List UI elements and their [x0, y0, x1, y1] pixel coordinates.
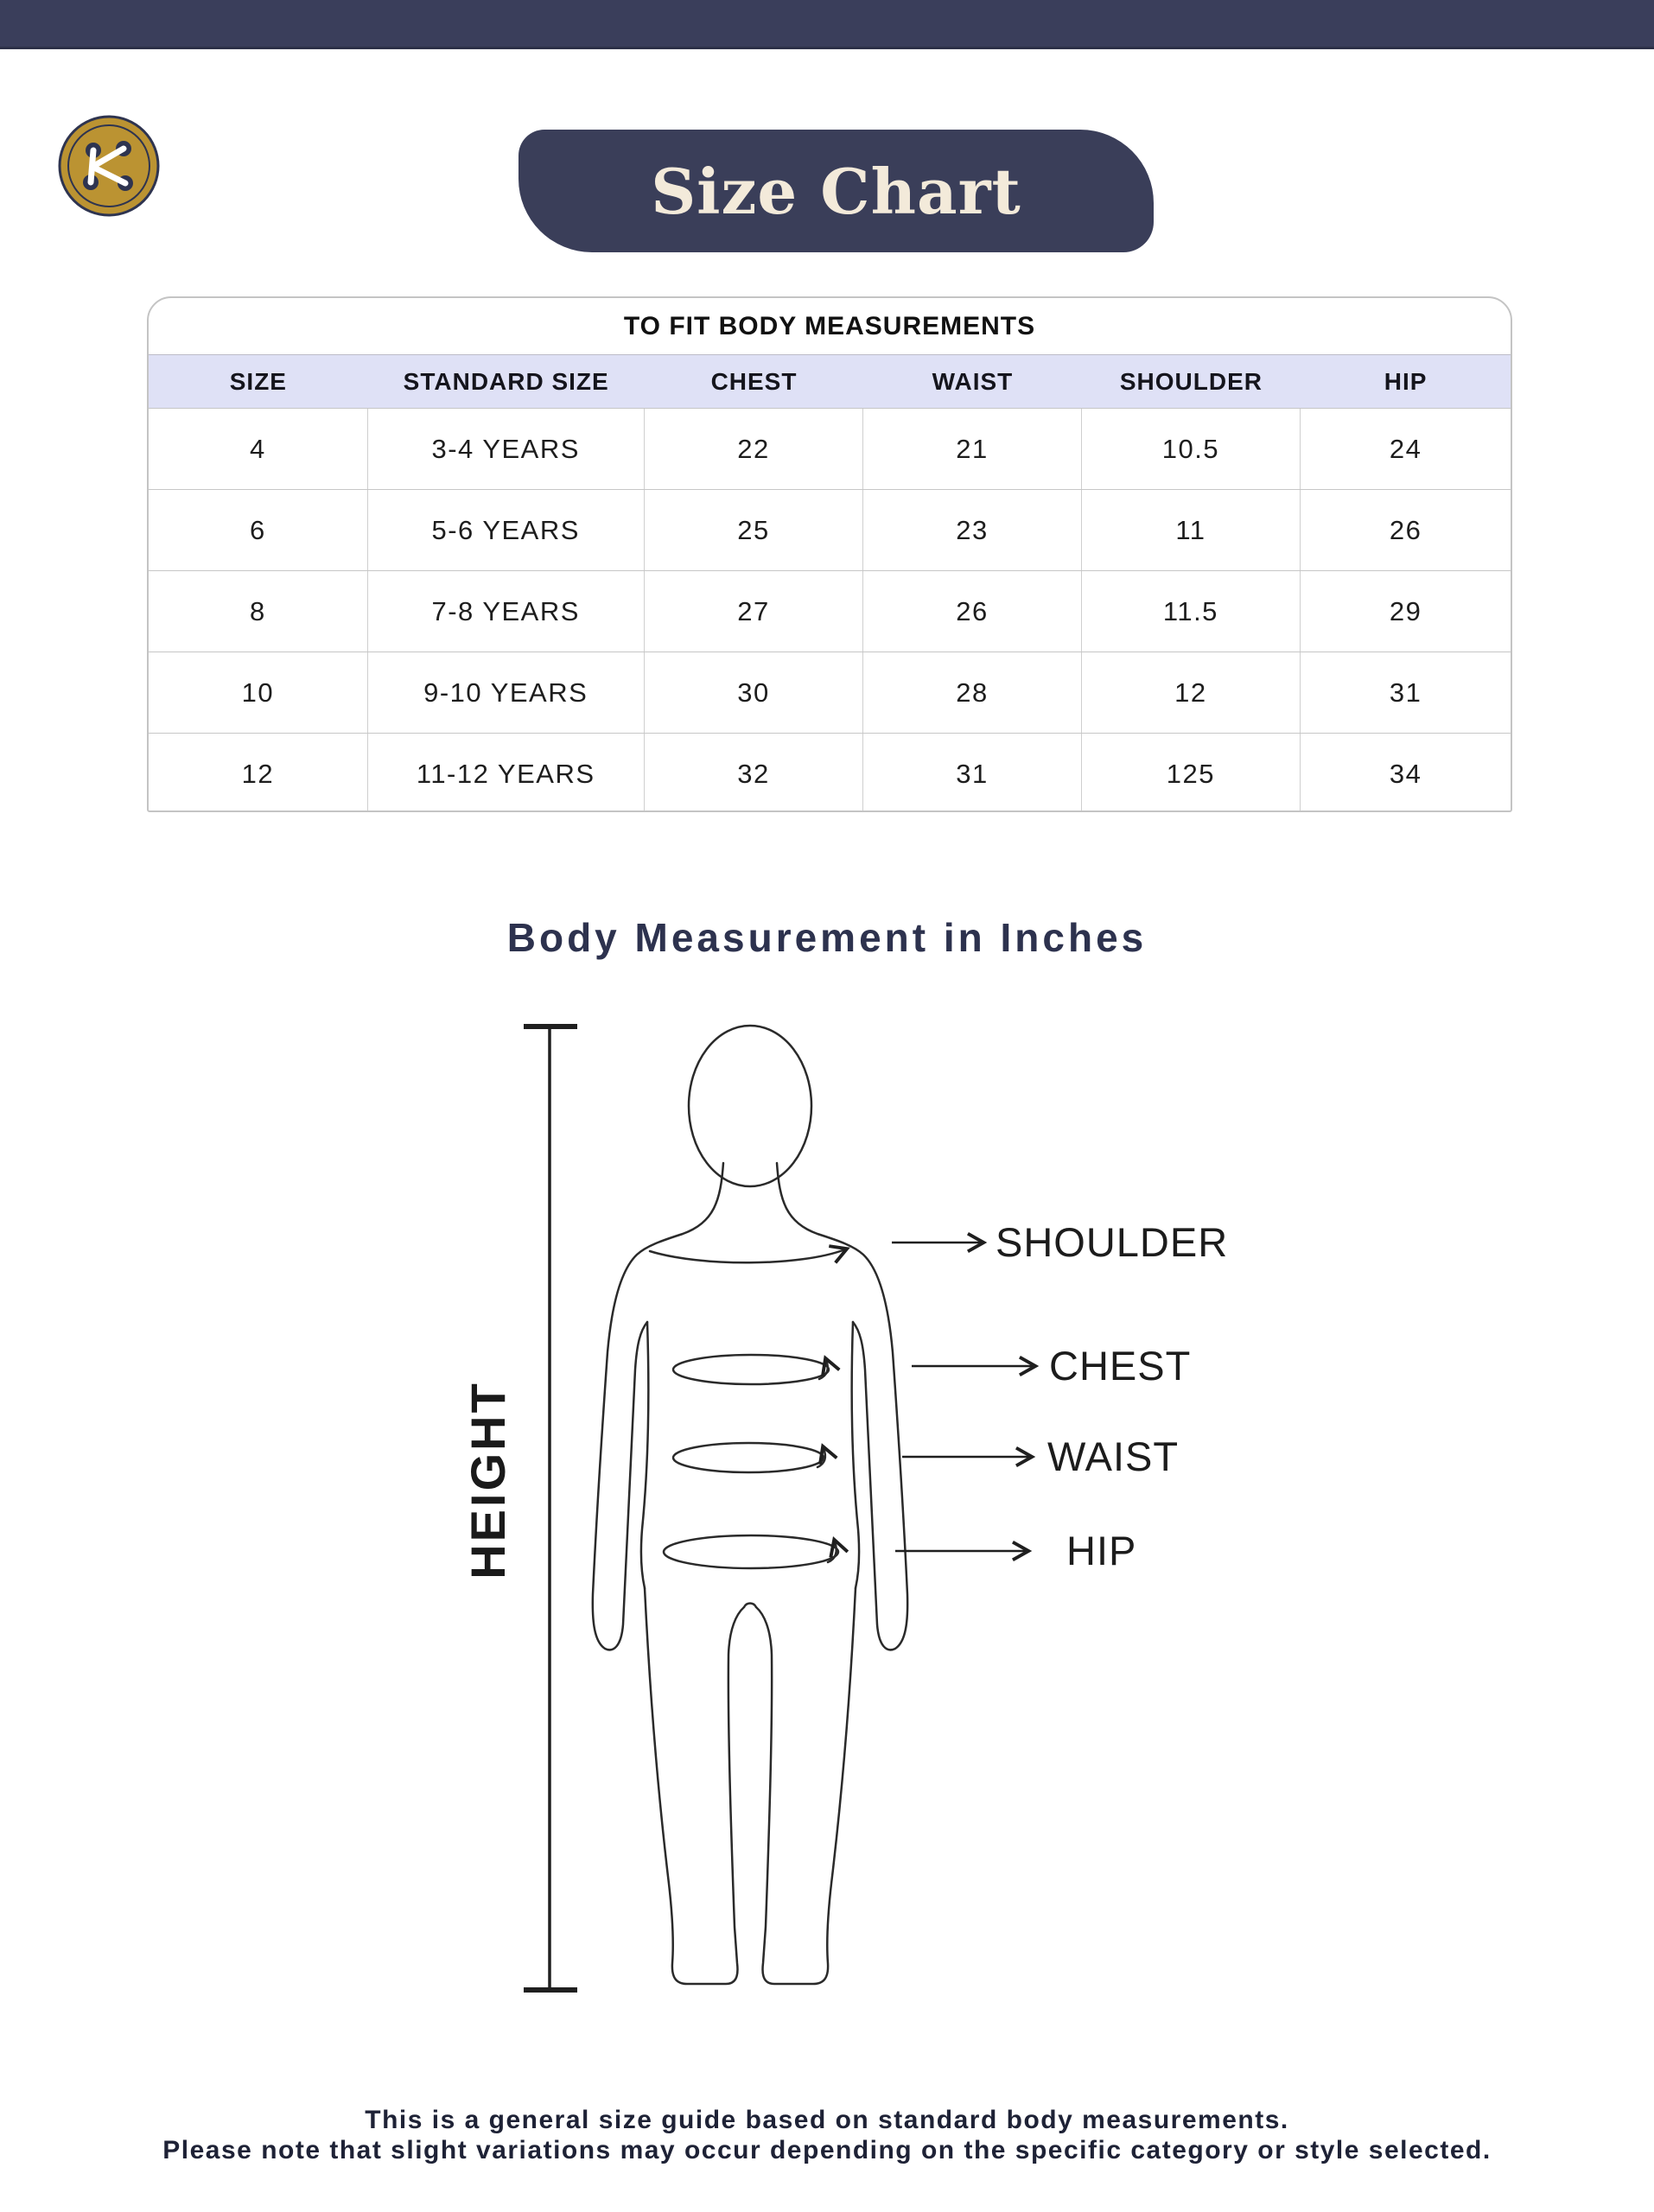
table-cell: 5-6 YEARS — [368, 490, 645, 570]
table-cell: 7-8 YEARS — [368, 571, 645, 652]
shoulder-measure-curve — [650, 1249, 845, 1262]
column-header-size: SIZE — [229, 367, 287, 395]
shoulder-label: SHOULDER — [996, 1219, 1229, 1265]
table-cell: 30 — [645, 652, 864, 733]
table-cell: 10 — [149, 652, 368, 733]
body-figure-outline — [593, 1026, 907, 1984]
column-header-hip: HIP — [1384, 367, 1428, 395]
table-cell: 24 — [1389, 433, 1422, 464]
table-cell: 32 — [645, 734, 864, 812]
hip-label: HIP — [1066, 1528, 1137, 1573]
table-cell: 21 — [863, 409, 1081, 489]
table-cell: 4 — [149, 409, 368, 489]
footer-line-2: Please note that slight variations may occur depending on the specific category or style selected. — [162, 2136, 1492, 2164]
table-cell: 10.5 — [1082, 409, 1301, 489]
table-cell: 22 — [645, 409, 864, 489]
table-cell: 26 — [863, 571, 1081, 652]
chest-label: CHEST — [1049, 1343, 1192, 1389]
label-arrows — [892, 1243, 1034, 1551]
hip-measure-ellipse — [664, 1535, 838, 1568]
table-cell: 9-10 YEARS — [368, 652, 645, 733]
column-header-waist: WAIST — [932, 367, 1014, 395]
table-cell: 29 — [1389, 595, 1422, 626]
height-ruler — [524, 1027, 577, 1990]
table-cell: 25 — [645, 490, 864, 570]
table-cell: 31 — [863, 734, 1081, 812]
table-cell: 3-4 YEARS — [368, 409, 645, 489]
column-header-chest: CHEST — [710, 367, 798, 395]
table-cell: 125 — [1082, 734, 1301, 812]
table-cell: 8 — [149, 571, 368, 652]
table-cell: 11-12 YEARS — [368, 734, 645, 812]
table-cell: 12 — [149, 734, 368, 812]
table-cell: 6 — [149, 490, 368, 570]
table-cell: 23 — [863, 490, 1081, 570]
table-cell: 11.5 — [1082, 571, 1301, 652]
chest-measure-ellipse — [673, 1355, 829, 1384]
footer-note — [0, 2105, 1654, 2165]
table-caption: TO FIT BODY MEASUREMENTS — [623, 311, 1036, 340]
column-header-standard-size: STANDARD SIZE — [403, 367, 609, 395]
table-cell: 27 — [645, 571, 864, 652]
table-cell: 11 — [1082, 490, 1301, 570]
waist-label: WAIST — [1047, 1433, 1180, 1479]
column-header-shoulder: SHOULDER — [1119, 367, 1263, 395]
figure-head — [689, 1026, 811, 1186]
table-cell: 26 — [1389, 514, 1422, 545]
page-title: Size Chart — [651, 154, 1021, 228]
section-heading: Body Measurement in Inches — [506, 915, 1148, 960]
height-label: HEIGHT — [461, 1381, 515, 1580]
footer-line-1: This is a general size guide based on standard body measurements. — [365, 2106, 1289, 2134]
table-cell: 28 — [863, 652, 1081, 733]
waist-measure-ellipse — [673, 1443, 824, 1472]
table-cell: 12 — [1082, 652, 1301, 733]
table-cell: 31 — [1389, 677, 1422, 708]
table-cell: 34 — [1389, 758, 1422, 789]
